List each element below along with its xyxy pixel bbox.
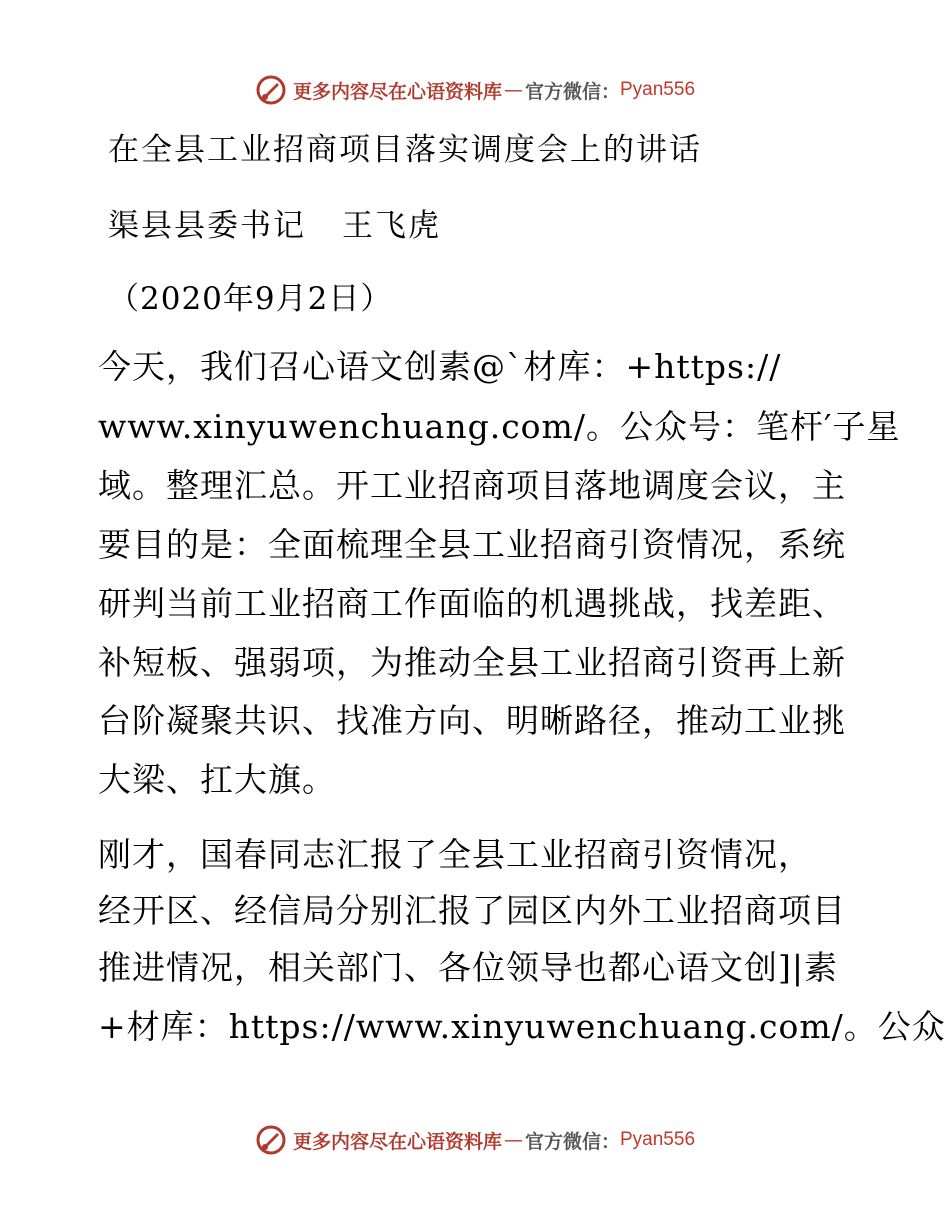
footer-banner-dash: — [503,1129,523,1151]
body-line: 经开区、经信局分别汇报了园区内外工业招商项目 [98,891,846,930]
brand-logo-icon [255,74,287,106]
header-banner-text: 更多内容尽在心语资料库 [292,80,502,103]
body-line: 推进情况，相关部门、各位领导也都心语文创]|素 [98,948,838,987]
body-line: 刚才，国春同志汇报了全县工业招商引资情况， [98,835,812,874]
brand-logo-icon [255,1124,287,1156]
footer-banner-text: 更多内容尽在心语资料库 [292,1130,502,1153]
body-line: 今天，我们召心语文创素@`材库：+https:// [98,347,782,386]
author-line [108,200,441,245]
author-name: 王飞虎 [342,208,441,244]
body-line: +材库：https://www.xinyuwenchuang.com/。公众 [98,1007,946,1046]
body-line: 要目的是：全面梳理全县工业招商引资情况，系统 [98,525,846,564]
header-banner [0,70,950,110]
speech-date: （2020年9月2日） [108,281,393,317]
header-banner-dash: — [503,79,523,101]
header-wechat-label: 官方微信： [524,80,620,103]
body-line: www.xinyuwenchuang.com/。公众号：笔杆′子星 [98,407,901,446]
body-line: 域。整理汇总。开工业招商项目落地调度会议，主 [98,466,846,505]
body-line: 台阶凝聚共识、找准方向、明晰路径，推动工业挑 [98,701,846,740]
author-role: 渠县县委书记 [108,208,306,244]
header-wechat-id: Pyan556 [620,79,696,100]
body-line: 研判当前工业招商工作面临的机遇挑战，找差距、 [98,584,846,623]
body-line: 补短板、强弱项，为推动全县工业招商引资再上新 [98,643,846,682]
footer-banner [0,1120,950,1160]
document-title: 在全县工业招商项目落实调度会上的讲话 [108,132,702,168]
body-line: 大梁、扛大旗。 [98,760,336,799]
footer-wechat-id: Pyan556 [620,1129,696,1150]
footer-wechat-label: 官方微信： [524,1130,620,1153]
